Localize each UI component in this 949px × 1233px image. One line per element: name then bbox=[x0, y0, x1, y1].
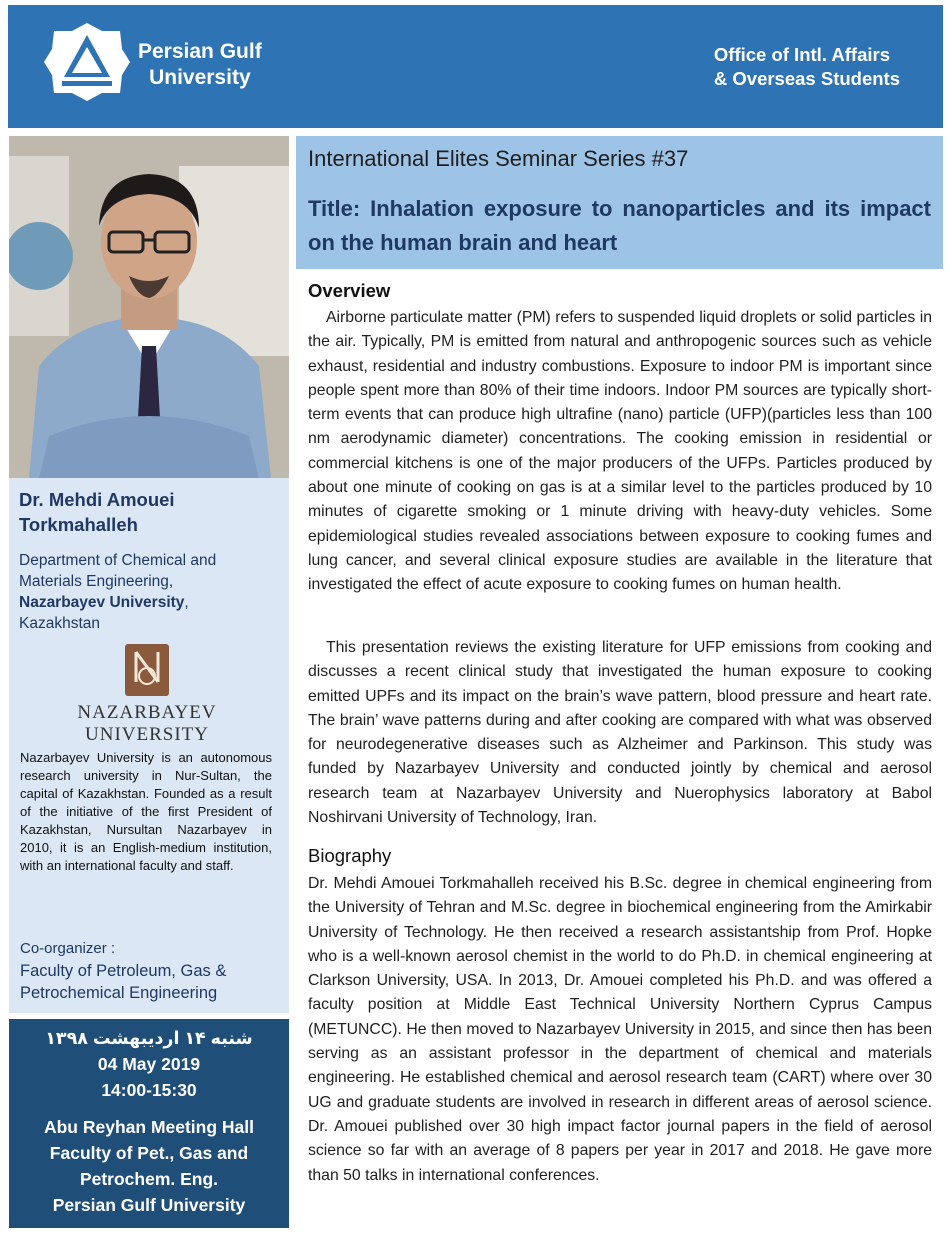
overview-paragraph-1: Airborne particulate matter (PM) refers to suspended liquid droplets or solid particles in the air. Typically, PM is emitted from natural and anthropogenic sources such as vehicle exhaust, residential and industry combustions. Exposure to indoor PM is important since people spent more than 80% of their time indoors. Indoor PM sources are typically short-term events that can produce high ultrafine (nano) particle (UFP)(particles less than 100 nm aerodynamic diameter) concentrations. The cooking emission in residential or commercial kitchens is one of the major producers of the UFPs. Particles produced by about one minute of cooking on gas is at a similar level to the particles produced by 10 minutes of cigarette smoking or 1 minute driving with heavy-duty vehicles. Some epidemiological studies revealed associations between exposure to cooking fumes and lung cancer, and several clinical exposure studies are available in the literature that investigated the effect of acute exposure to cooking fumes on human health. bbox=[308, 309, 932, 594]
speaker-country: Kazakhstan bbox=[19, 615, 100, 632]
speaker-name: Dr. Mehdi Amouei Torkmahalleh bbox=[19, 489, 175, 535]
speaker-photo bbox=[9, 136, 289, 478]
university-description: Nazarbayev University is an autonomous research university in Nur-Sultan, the capital of Kazakhstan. Founded as a result of the initiative of the first President of Kazakhstan, Nursultan Nazarbayev in 2010, it is an English-medium institution, with an international faculty and staff. bbox=[20, 750, 272, 873]
university-name-line1: Persian Gulf bbox=[138, 40, 262, 63]
seminar-series: International Elites Seminar Series #37 bbox=[308, 146, 689, 171]
speaker-portrait-image bbox=[9, 136, 289, 478]
event-date-persian: شنبه ۱۴ اردیبهشت ۱۳۹۸ bbox=[45, 1028, 253, 1048]
overview-section-2 bbox=[308, 636, 932, 830]
seminar-title-box bbox=[296, 136, 943, 269]
talk-title: Title: Inhalation exposure to nanoparticles and its impact on the human brain and heart bbox=[308, 196, 931, 255]
speaker-affiliation: Department of Chemical and Materials Engineering, Nazarbayev University, Kazakhstan bbox=[19, 550, 281, 634]
overview-heading: Overview bbox=[308, 280, 391, 301]
venue-line1: Abu Reyhan Meeting Hall bbox=[43, 1117, 255, 1137]
office-name bbox=[714, 43, 900, 91]
office-name-line2: & Overseas Students bbox=[713, 68, 900, 89]
overview-section bbox=[308, 306, 932, 598]
nu-logo-line1: NAZARBAYEV bbox=[77, 702, 217, 723]
nu-logo-line2: UNIVERSITY bbox=[85, 724, 209, 745]
event-info-box bbox=[9, 1019, 289, 1228]
biography-section bbox=[308, 872, 932, 1188]
persian-gulf-university-logo-icon bbox=[44, 21, 130, 103]
nazarbayev-university-logo bbox=[62, 640, 232, 748]
speaker-department: Department of Chemical and Materials Engineering, bbox=[19, 552, 217, 590]
speaker-institution: Nazarbayev University bbox=[19, 594, 185, 611]
event-date: 04 May 2019 bbox=[97, 1054, 201, 1074]
university-name bbox=[138, 39, 262, 91]
overview-paragraph-2: This presentation reviews the existing literature for UFP emissions from cooking and discusses a recent clinical study that investigated the human exposure to cooking emitted UPFs and its impact on the brain’s wave pattern, blood pressure and heart rate. The brain’ wave patterns during and after cooking are compared with what was observed for neurodegenerative diseases such as Alzheimer and Parkinson. This study was funded by Nazarbayev University and conducted jointly by chemical and aerosol research team at Nazarbayev University and Nuerophysics laboratory at Babol Noshirvani University of Technology, Iran. bbox=[308, 639, 932, 827]
event-time: 14:00-15:30 bbox=[101, 1080, 197, 1100]
biography-paragraph: Dr. Mehdi Amouei Torkmahalleh received his B.Sc. degree in chemical engineering from the University of Tehran and M.Sc. degree in biochemical engineering from the Amirkabir University of Technology. He then received a research assistantship from Prof. Hopke who is a well-known aerosol chemist in the world to do Ph.D. in chemical engineering at Clarkson University, USA. In 2013, Dr. Amouei completed his Ph.D. and was offered a faculty position at Middle East Technical University Northern Cyprus Campus (METUNCC). He then moved to Nazarbayev University in 2015, and since then has been serving as an assistant professor in the department of chemical and materials engineering. He established chemical and aerosol research team (CART) where over 30 UG and graduate students are involved in research in different areas of aerosol science. Dr. Amouei published over 30 high impact factor journal papers in the field of aerosol science so far with an average of 8 papers per year in 2017 and 2018. He gave more than 50 talks in international conferences. bbox=[308, 875, 932, 1184]
coorganizer-text: Faculty of Petroleum, Gas & Petrochemical Engineering bbox=[20, 962, 227, 1002]
office-name-line1: Office of Intl. Affairs bbox=[713, 44, 890, 65]
coorganizer-label: Co-organizer : bbox=[20, 940, 116, 957]
university-name-line2: University bbox=[149, 66, 251, 89]
biography-heading: Biography bbox=[308, 845, 392, 866]
venue-line3: Petrochem. Eng. bbox=[79, 1169, 219, 1189]
venue-line2: Faculty of Pet., Gas and bbox=[49, 1143, 249, 1163]
header-banner bbox=[8, 5, 943, 128]
venue-line4: Persian Gulf University bbox=[52, 1195, 246, 1215]
